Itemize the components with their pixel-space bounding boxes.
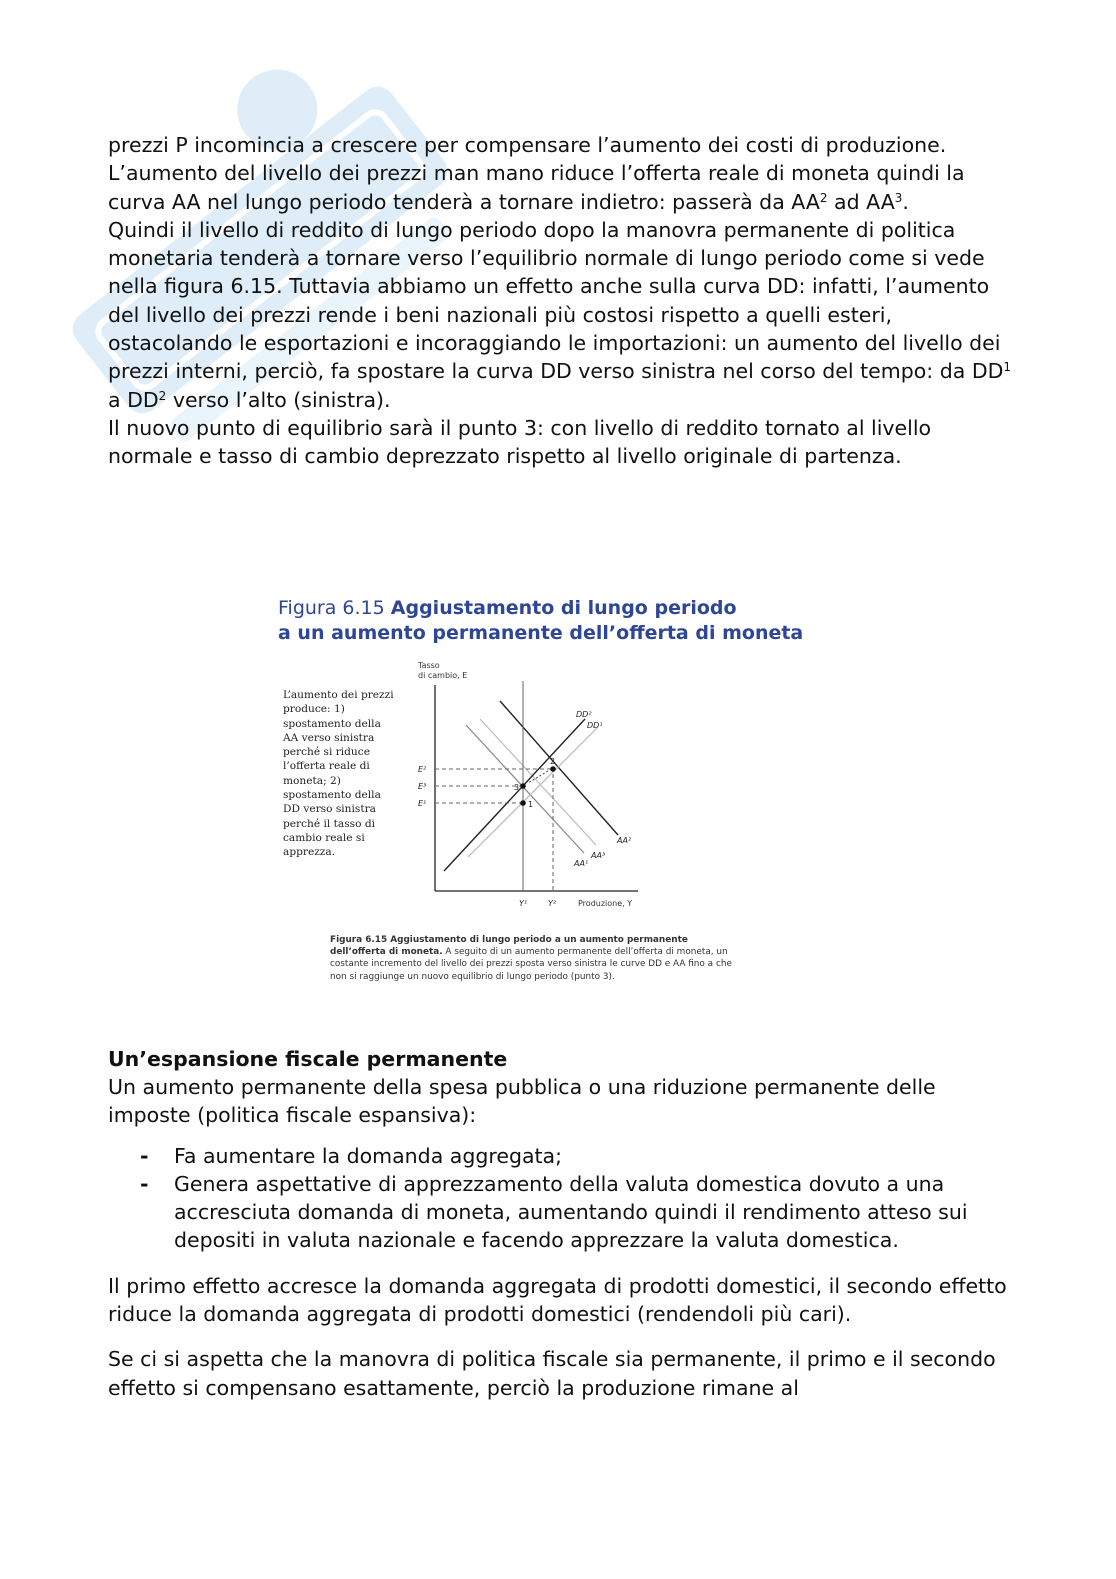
paragraph-aa-shift: L’aumento del livello dei prezzi man mano riduce l’offerta reale di moneta quindi la curva AA nel lungo periodo tenderà a tornare indietro: passerà da $AA^2$ ad $AA^3$. xyxy=(108,161,965,214)
y-tick-e2: E² xyxy=(418,765,427,774)
label-dd2: DD² xyxy=(576,710,592,719)
point-3-label: 3 xyxy=(514,783,520,792)
fiscal-section xyxy=(108,1045,1013,1402)
x-tick-y2: Y² xyxy=(548,899,557,908)
curve-aa1 xyxy=(466,725,584,853)
adjustment-chart xyxy=(278,657,658,917)
figure-side-note: L’aumento dei prezzi produce: 1) spostamento della AA verso sinistra perché si riduce l’offerta reale di moneta; 2) spostamento della DD verso sinistra perché il tasso di cambio reale si apprezza. xyxy=(283,689,394,859)
y-tick-e1: E¹ xyxy=(418,799,427,808)
paragraph-compensation: Se ci si aspetta che la manovra di politica fiscale sia permanente, il primo e il secondo effetto si compensano esattamente, perciò la produzione rimane al xyxy=(108,1347,996,1400)
y-axis-label-line2: di cambio, E xyxy=(418,671,468,680)
curve-dd2 xyxy=(444,719,585,871)
paragraph-equilibrium: Il nuovo punto di equilibrio sarà il punto 3: con livello di reddito tornato al livello normale e tasso di cambio deprezzato rispetto al livello originale di partenza. xyxy=(108,415,932,469)
point-2 xyxy=(550,766,556,772)
effects-list xyxy=(108,1142,1013,1255)
curve-aa3 xyxy=(480,719,596,845)
intro-text xyxy=(108,131,1013,471)
y-axis-label-line1: Tasso xyxy=(418,661,440,670)
label-aa1: AA¹ xyxy=(574,859,589,868)
x-axis-label: Produzione, Y xyxy=(578,899,633,908)
list-item: - Genera aspettative di apprezzamento della valuta domestica dovuto a una accresciuta domanda di moneta, aumentando quindi il rendimento atteso sui depositi in valuta nazionale e facendo apprezzare la valuta domestica. xyxy=(108,1170,1013,1255)
label-aa2: AA² xyxy=(617,836,632,845)
point-3 xyxy=(520,783,526,789)
figure-title: Figura 6.15 Aggiustamento di lungo periodo a un aumento permanente dell’offerta di moneta xyxy=(278,597,804,644)
paragraph-dd-shift: Quindi il livello di reddito di lungo periodo dopo la manovra permanente di politica monetaria tenderà a tornare verso l’equilibrio normale di lungo periodo come si vede nella figura 6.15. Tuttavia abbiamo un effetto anche sulla curva DD: infatti, l’aumento del livello dei prezzi rende i beni nazionali più costosi rispetto a quelli esteri, ostacolando le esportazioni e incoraggiando le importazioni: un aumento del livello dei prezzi interni, perciò, fa spostare la curva DD verso sinistra nel corso del tempo: da $DD^1$ a $DD^2$ verso l’alto (sinistra). xyxy=(108,217,1012,412)
x-tick-y1: Y¹ xyxy=(519,899,528,908)
point-1 xyxy=(520,800,526,806)
point-2-label: 2 xyxy=(550,757,556,766)
paragraph-effects: Il primo effetto accresce la domanda aggregata di prodotti domestici, il secondo effetto riduce la domanda aggregata di prodotti domestici (rendendoli più cari). xyxy=(108,1273,1007,1327)
label-dd1: DD¹ xyxy=(587,721,603,730)
section-heading: Un’espansione fiscale permanente xyxy=(108,1047,508,1071)
section-intro: Un aumento permanente della spesa pubblica o una riduzione permanente delle imposte (politica fiscale espansiva): xyxy=(108,1075,936,1128)
curve-dd1 xyxy=(468,727,598,857)
list-item: - Fa aumentare la domanda aggregata; xyxy=(108,1142,1013,1170)
point-1-label: 1 xyxy=(528,800,534,809)
y-tick-e3: E³ xyxy=(418,782,427,791)
figure-caption: Figura 6.15 Aggiustamento di lungo periodo a un aumento permanente dell’offerta di moneta. A seguito di un aumento permanente dell’offerta di moneta, un costante incremento del livello dei prezzi sposta verso sinistra le curve DD e AA fino a che non si raggiunge un nuovo equilibrio di lungo periodo (punto 3). xyxy=(330,935,732,982)
label-aa3: AA³ xyxy=(591,851,606,860)
paragraph-prezzi: prezzi P incomincia a crescere per compensare l’aumento dei costi di produzione. xyxy=(108,133,947,157)
